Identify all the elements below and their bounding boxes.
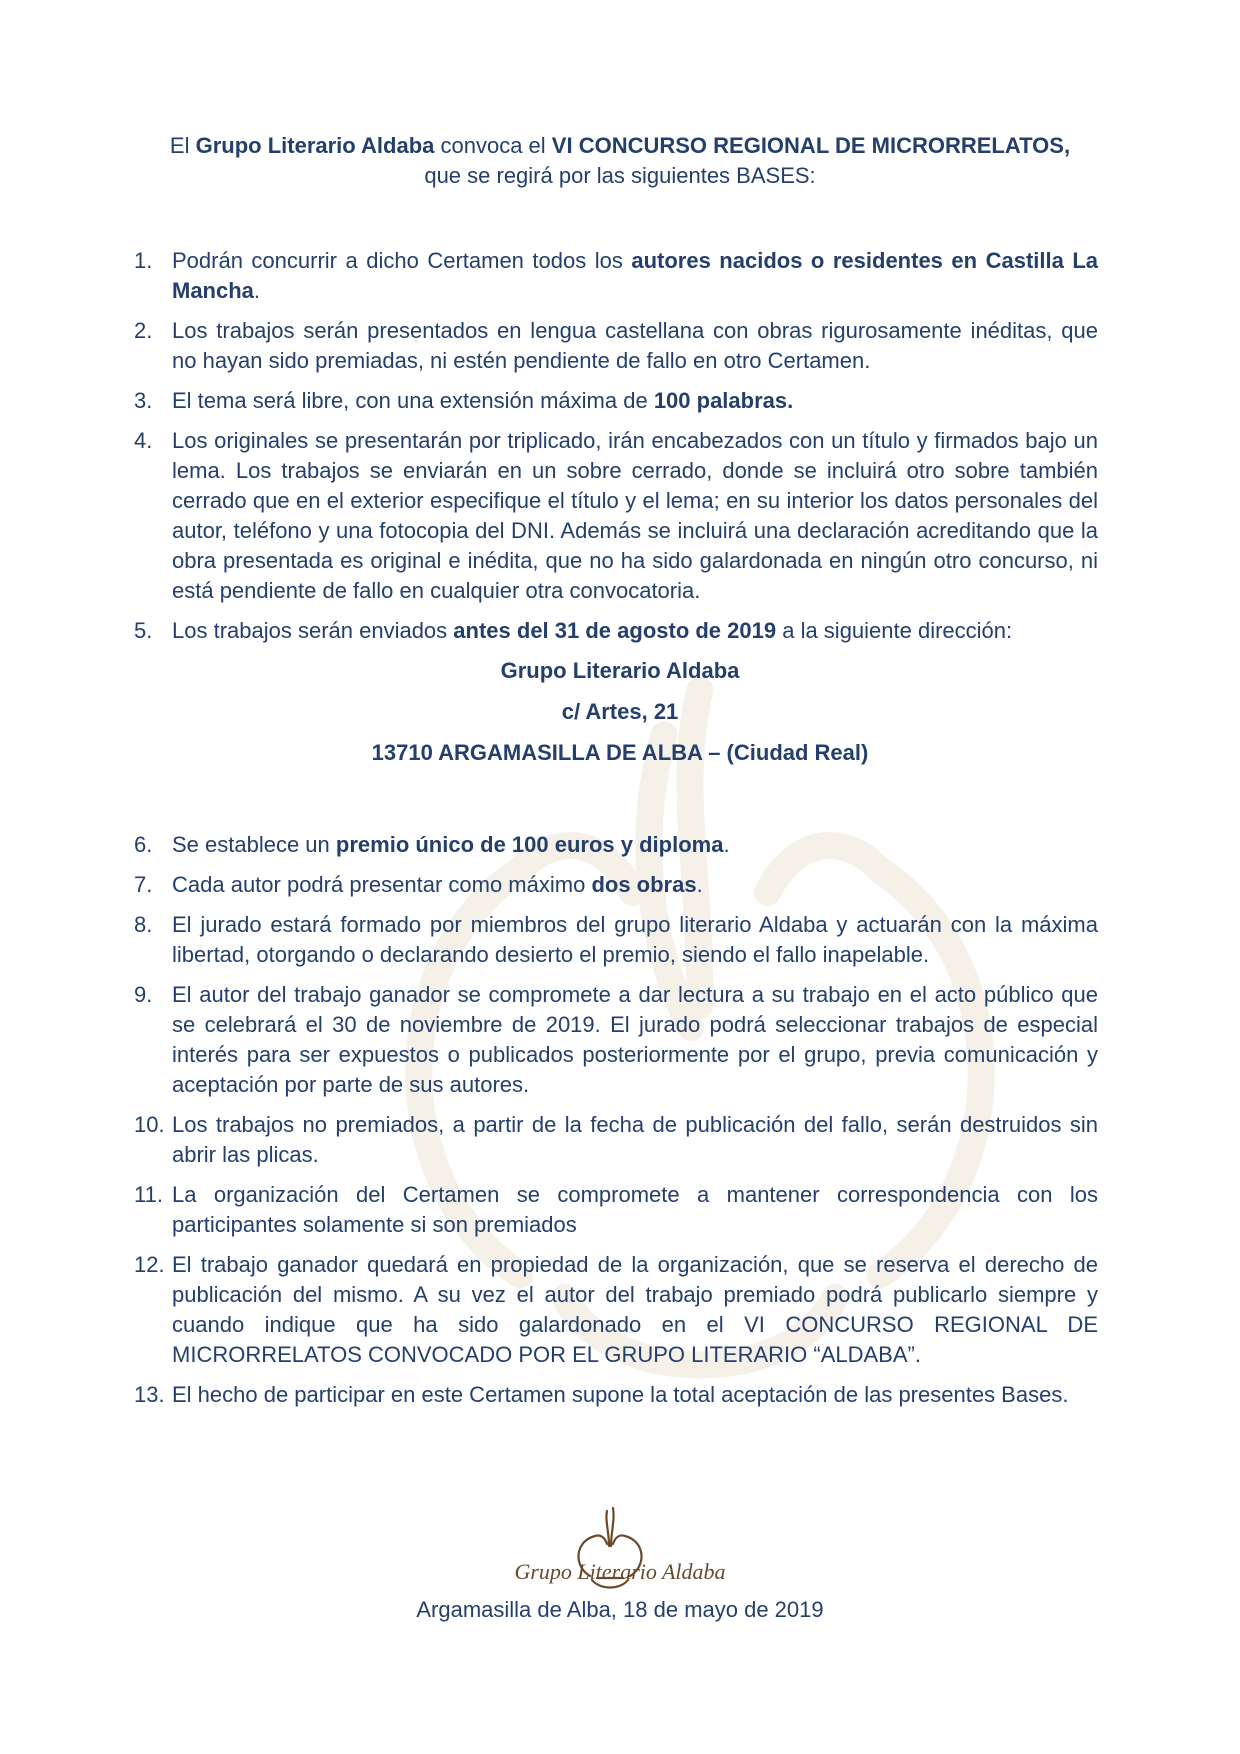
intro-text: convoca el — [434, 133, 552, 158]
base-text: El trabajo ganador quedará en propiedad de la organización, que se reserva el derecho de publicación del mismo. A su vez el autor del trabajo premiado podrá publicarlo siempre y cuando indique que ha sido galardonado en el VI CONCURSO REGIONAL DE MICRORRELATOS CONVOCADO POR EL GRUPO LITERARIO “ALDABA”. — [172, 1252, 1098, 1367]
base-item — [0, 316, 1240, 376]
base-text: Se establece un premio único de 100 euros y diploma. — [172, 832, 730, 857]
base-item — [0, 1180, 1240, 1240]
contest-name: VI CONCURSO REGIONAL DE MICRORRELATOS, — [551, 133, 1071, 158]
base-number: 11. — [134, 1182, 163, 1207]
base-text: El autor del trabajo ganador se compromete a dar lectura a su trabajo en el acto público que se celebrará el 30 de noviembre de 2019. El jurado podrá seleccionar trabajos de especial interés para ser expuestos o publicados posteriormente por el grupo, previa comunicación y aceptación por parte de sus autores. — [172, 982, 1098, 1097]
base-item — [0, 386, 1240, 416]
issue-date: Argamasilla de Alba, 18 de mayo de 2019 — [416, 1597, 824, 1622]
base-number: 7. — [134, 872, 153, 897]
base-item — [0, 980, 1240, 1100]
base-text: Los originales se presentarán por triplicado, irán encabezados con un título y firmados bajo un lema. Los trabajos se enviarán en un sobre cerrado, donde se incluirá otro sobre también cerrado que en el exterior especifique el título y el lema; en su interior los datos personales del autor, teléfono y una fotocopia del DNI. Además se incluirá una declaración acreditando que la obra presentada es original e inédita, que no ha sido galardonada en ningún otro concurso, ni está pendiente de fallo en cualquier otra convocatoria. — [172, 428, 1098, 603]
base-text: La organización del Certamen se compromete a mantener correspondencia con los participantes solamente si son premiados — [172, 1182, 1098, 1237]
base-item — [0, 1250, 1240, 1370]
address-line: Grupo Literario Aldaba — [500, 658, 740, 683]
mailing-address — [0, 656, 1240, 768]
base-number: 9. — [134, 982, 153, 1007]
base-text: Cada autor podrá presentar como máximo dos obras. — [172, 872, 703, 897]
base-number: 2. — [134, 318, 153, 343]
address-line: 13710 ARGAMASILLA DE ALBA – (Ciudad Real) — [371, 740, 869, 765]
intro-subline: que se regirá por las siguientes BASES: — [424, 163, 816, 188]
base-text: El tema será libre, con una extensión máxima de 100 palabras. — [172, 388, 794, 413]
base-item — [0, 246, 1240, 306]
base-item — [0, 426, 1240, 606]
base-text: El hecho de participar en este Certamen supone la total aceptación de las presentes Bases. — [172, 1382, 1069, 1407]
base-text: Los trabajos no premiados, a partir de la fecha de publicación del fallo, serán destruidos sin abrir las plicas. — [172, 1112, 1098, 1167]
base-item — [0, 1110, 1240, 1170]
logo-wordmark: Grupo Literario Aldaba — [514, 1559, 726, 1584]
base-item — [0, 830, 1240, 860]
base-number: 12. — [134, 1252, 165, 1277]
base-text: El jurado estará formado por miembros del grupo literario Aldaba y actuarán con la máxima libertad, otorgando o declarando desierto el premio, siendo el fallo inapelable. — [172, 912, 1098, 967]
intro-text: El — [169, 133, 196, 158]
base-item — [0, 1380, 1240, 1410]
base-item — [0, 616, 1240, 646]
base-number: 8. — [134, 912, 153, 937]
base-text: Podrán concurrir a dicho Certamen todos los autores nacidos o residentes en Castilla La Mancha. — [172, 248, 1099, 303]
address-line: c/ Artes, 21 — [561, 699, 679, 724]
base-number: 10. — [134, 1112, 165, 1137]
base-number: 3. — [134, 388, 153, 413]
base-number: 13. — [134, 1382, 165, 1407]
base-item — [0, 870, 1240, 900]
base-number: 6. — [134, 832, 153, 857]
base-text: Los trabajos serán enviados antes del 31 de agosto de 2019 a la siguiente dirección: — [172, 618, 1013, 643]
base-text: Los trabajos serán presentados en lengua castellana con obras rigurosamente inéditas, que no hayan sido premiadas, ni estén pendiente de fallo en otro Certamen. — [172, 318, 1098, 373]
base-number: 4. — [134, 428, 153, 453]
intro-line — [0, 131, 1240, 161]
base-number: 5. — [134, 618, 153, 643]
organizer-name: Grupo Literario Aldaba — [195, 133, 435, 158]
bases-list — [0, 246, 1240, 1420]
base-item — [0, 910, 1240, 970]
base-number: 1. — [134, 248, 153, 273]
